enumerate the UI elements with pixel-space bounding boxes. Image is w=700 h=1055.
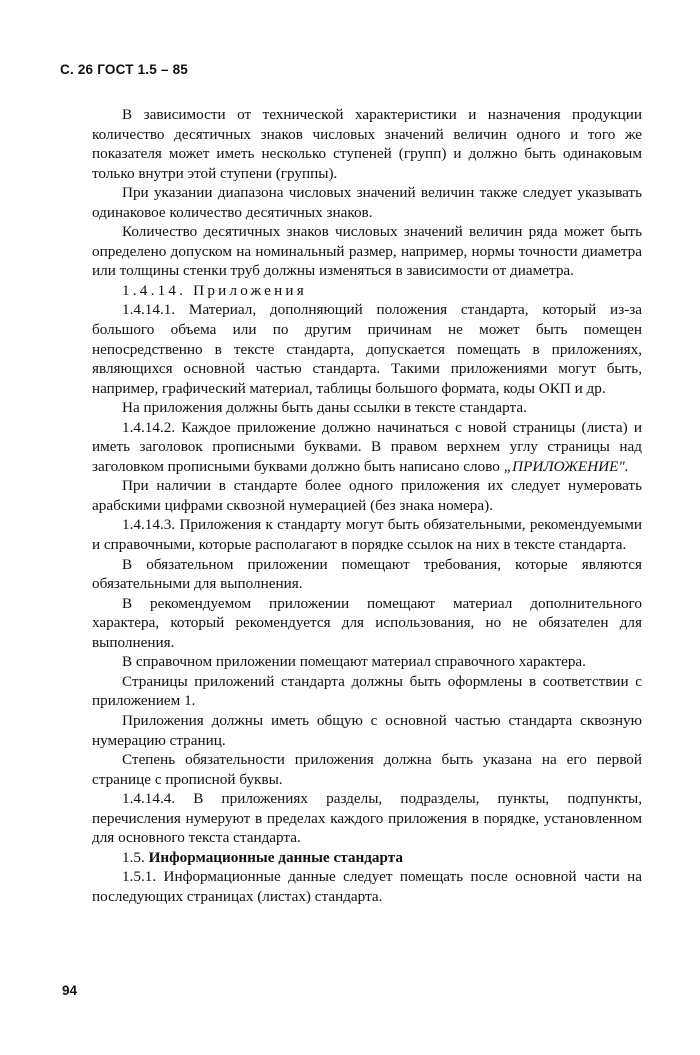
paragraph: 1.4.14.3. Приложения к стандарту могут быть обязательными, рекомендуемыми и справочными, которые располагают в порядке ссылок на них в тексте стандарта.: [92, 516, 642, 554]
paragraph: При наличии в стандарте более одного приложения их следует нумеровать арабскими цифрами сквозной нумерацией (без знака номера).: [92, 477, 642, 514]
document-body: [92, 105, 642, 906]
section-heading-info: [92, 848, 642, 868]
paragraph: В рекомендуемом приложении помещают материал дополнительного характера, который рекомендуется для использования, но не обязателен для выполнения.: [92, 594, 642, 651]
running-header: С. 26 ГОСТ 1.5 – 85: [60, 62, 188, 77]
section-title: Информационные данные стандарта: [148, 848, 403, 866]
page-number: 94: [62, 983, 78, 998]
paragraph: При указании диапазона числовых значений величин также следует указывать одинаковое количество десятичных знаков.: [92, 184, 642, 221]
paragraph: 1.4.14.1. Материал, дополняющий положения стандарта, который из-за большого объема или по другим причинам не может быть помещен непосредственно в тексте стандарта, допускается помещать в приложениях, являющихся основной частью стандарта. Такими приложениями могут быть, например, графический материал, таблицы большого формата, коды ОКП и др.: [92, 301, 642, 397]
paragraph: В зависимости от технической характеристики и назначения продукции количество десятичных знаков числовых значений величин одного и того же показателя может иметь несколько ступеней (групп) и должно быть одинаковым только внутри этой ступени (группы).: [92, 106, 642, 182]
paragraph: [92, 418, 642, 477]
paragraph-text: 1.4.14.2. Каждое приложение должно начинаться с новой страницы (листа) и иметь заголовок прописными буквами. В правом верхнем углу страницы над заголовком прописными буквами должно быть написано слово: [92, 418, 642, 475]
paragraph: В обязательном приложении помещают требования, которые являются обязательными для выполнения.: [92, 555, 642, 593]
paragraph: Страницы приложений стандарта должны быть оформлены в соответствии с приложением 1.: [92, 672, 642, 710]
paragraph: 1.4.14.4. В приложениях разделы, подразделы, пункты, подпункты, перечисления нумеруют в пределах каждого приложения в порядке, установленном для основного текста стандарта.: [92, 790, 642, 847]
paragraph: 1.5.1. Информационные данные следует помещать после основной части на последующих страницах (листах) стандарта.: [92, 868, 642, 905]
paragraph: Степень обязательности приложения должна быть указана на его первой странице с прописной буквы.: [92, 751, 642, 788]
section-heading-appendices: 1.4.14. Приложения: [122, 281, 307, 299]
paragraph: Приложения должны иметь общую с основной частью стандарта сквозную нумерацию страниц.: [92, 711, 642, 749]
paragraph: Количество десятичных знаков числовых значений величин ряда может быть определено допуском на номинальный размер, например, нормы точности диаметра или толщины стенки труб должны изменяться в зависимости от диаметра.: [92, 223, 642, 280]
paragraph: На приложения должны быть даны ссылки в тексте стандарта.: [122, 399, 527, 417]
section-number: 1.5.: [122, 848, 145, 866]
paragraph: В справочном приложении помещают материал справочного характера.: [122, 653, 586, 671]
italic-word: „ПРИЛОЖЕНИЕ".: [503, 457, 629, 475]
